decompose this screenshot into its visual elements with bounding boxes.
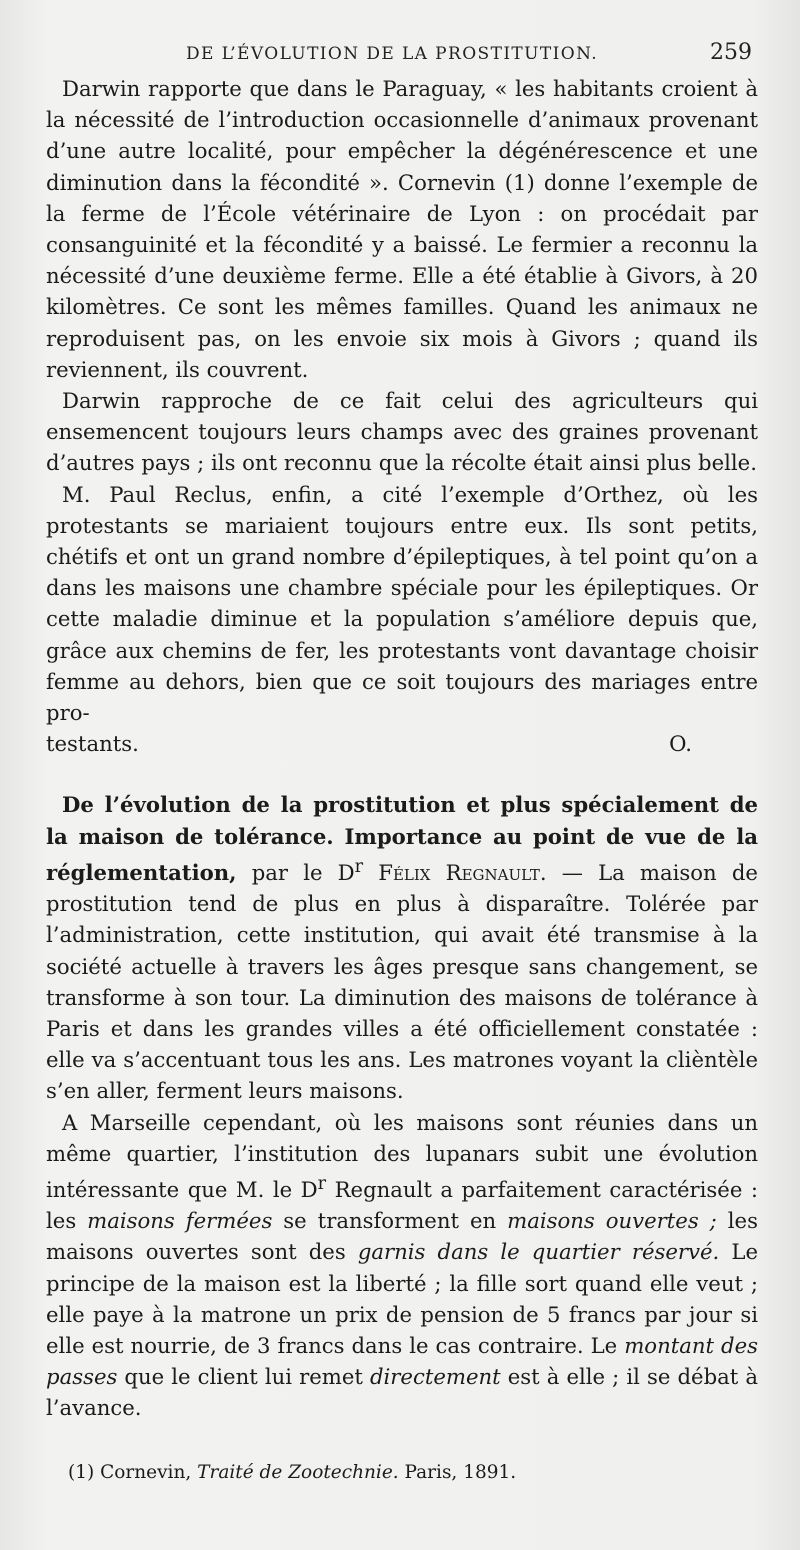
footnote-title: Traité de Zootechnie. — [197, 1461, 399, 1483]
body-text — [46, 73, 758, 1424]
section-gap — [46, 759, 758, 789]
marseille-text-4: les maisons ouvertes sont des — [46, 1208, 758, 1265]
paragraph-orthez-end — [46, 728, 758, 759]
marseille-italic-1: maisons fermées — [87, 1208, 273, 1234]
author-signature: O. — [669, 731, 692, 757]
marseille-italic-4: montant des passes — [46, 1333, 758, 1390]
paragraph-agriculture: Darwin rapproche de ce fait celui des agriculteurs qui ensemencent toujours leurs champs avec des graines provenant d’autres pays ; ils ont reconnu que la récolte était ainsi plus belle. — [46, 388, 758, 476]
paragraph-orthez-last-line: testants. — [46, 731, 139, 757]
marseille-text-1: A Marseille cependant, où les maisons sont réunies dans un même quartier, l’institution des lupanars subit une évolution intéressante que M. le D — [46, 1109, 758, 1203]
marseille-italic-2: maisons ouvertes ; — [507, 1208, 717, 1234]
section-paragraph — [46, 789, 758, 1106]
section-author: Félix Regnault — [378, 859, 540, 885]
paragraph-orthez: M. Paul Reclus, enfin, a cité l’exemple d’Orthez, où les protestants se mariaient toujours entre eux. Ils sont petits, chétifs et ont un grand nombre d’épileptiques, à tel point qu’on a dans les maisons une chambre spéciale pour les épileptiques. Or cette maladie diminue et la population s’améliore depuis que, grâce aux chemins de fer, les protestants vont davantage choisir femme au dehors, bien que ce soit toujours des mariages entre pro- — [46, 481, 758, 726]
footnote-text-1: (1) Cornevin, — [68, 1461, 198, 1483]
running-head — [46, 40, 758, 65]
marseille-text-2: Regnault a parfaitement caractérisée : les — [46, 1177, 758, 1234]
marseille-text-6: que le client lui remet — [117, 1364, 370, 1390]
running-title: DE L’ÉVOLUTION DE LA PROSTITUTION. — [186, 44, 599, 64]
page-number: 259 — [710, 40, 752, 65]
marseille-sup: r — [317, 1173, 327, 1194]
section-title: De l’évolution de la prostitution et plus spécialement de la maison de tolérance. Importance au point de vue de la réglementation, — [46, 792, 758, 885]
marseille-italic-3: garnis dans le quartier réservé. — [357, 1239, 720, 1265]
marseille-text-7: est à elle ; il se débat à l’avance. — [46, 1364, 758, 1421]
section-by-sup: r — [354, 856, 364, 877]
footnote — [46, 1460, 758, 1486]
marseille-text-5: Le principe de la maison est la liberté ; la fille sort quand elle veut ; elle paye à la matrone un prix de pension de 5 francs par jour si elle est nourrie, de 3 francs dans le cas contraire. Le — [46, 1239, 758, 1359]
section-by: par le D — [251, 859, 355, 885]
footnote-text-2: Paris, 1891. — [398, 1461, 517, 1483]
section-body: . — La maison de prostitution tend de plus en plus à disparaître. Tolérée par l’administration, cette institution, qui avait été transmise à la société actuelle à travers les âges presque sans changement, se transforme à son tour. La diminution des maisons de tolérance à Paris et dans les grandes villes a été officiellement constatée : elle va s’accentuant tous les ans. Les matrones voyant la clièntèle s’en aller, ferment leurs maisons. — [46, 859, 758, 1104]
marseille-italic-5: directement — [369, 1364, 501, 1390]
marseille-text-3: se transforment en — [272, 1208, 508, 1234]
paragraph-marseille — [46, 1107, 758, 1424]
paragraph-consanguinity: Darwin rapporte que dans le Paraguay, « les habitants croient à la nécessité de l’introduction occasionnelle d’animaux provenant d’une autre localité, pour empêcher la dégénérescence et une diminution dans la fécondité ». Cornevin (1) donne l’exemple de la ferme de l’École vétérinaire de Lyon : on procédait par consanguinité et la fécondité y a baissé. Le fermier a reconnu la nécessité d’une deuxième ferme. Elle a été établie à Givors, à 20 kilomètres. Ce sont les mêmes familles. Quand les animaux ne reproduisent pas, on les envoie six mois à Givors ; quand ils reviennent, ils couvrent. — [46, 76, 758, 382]
